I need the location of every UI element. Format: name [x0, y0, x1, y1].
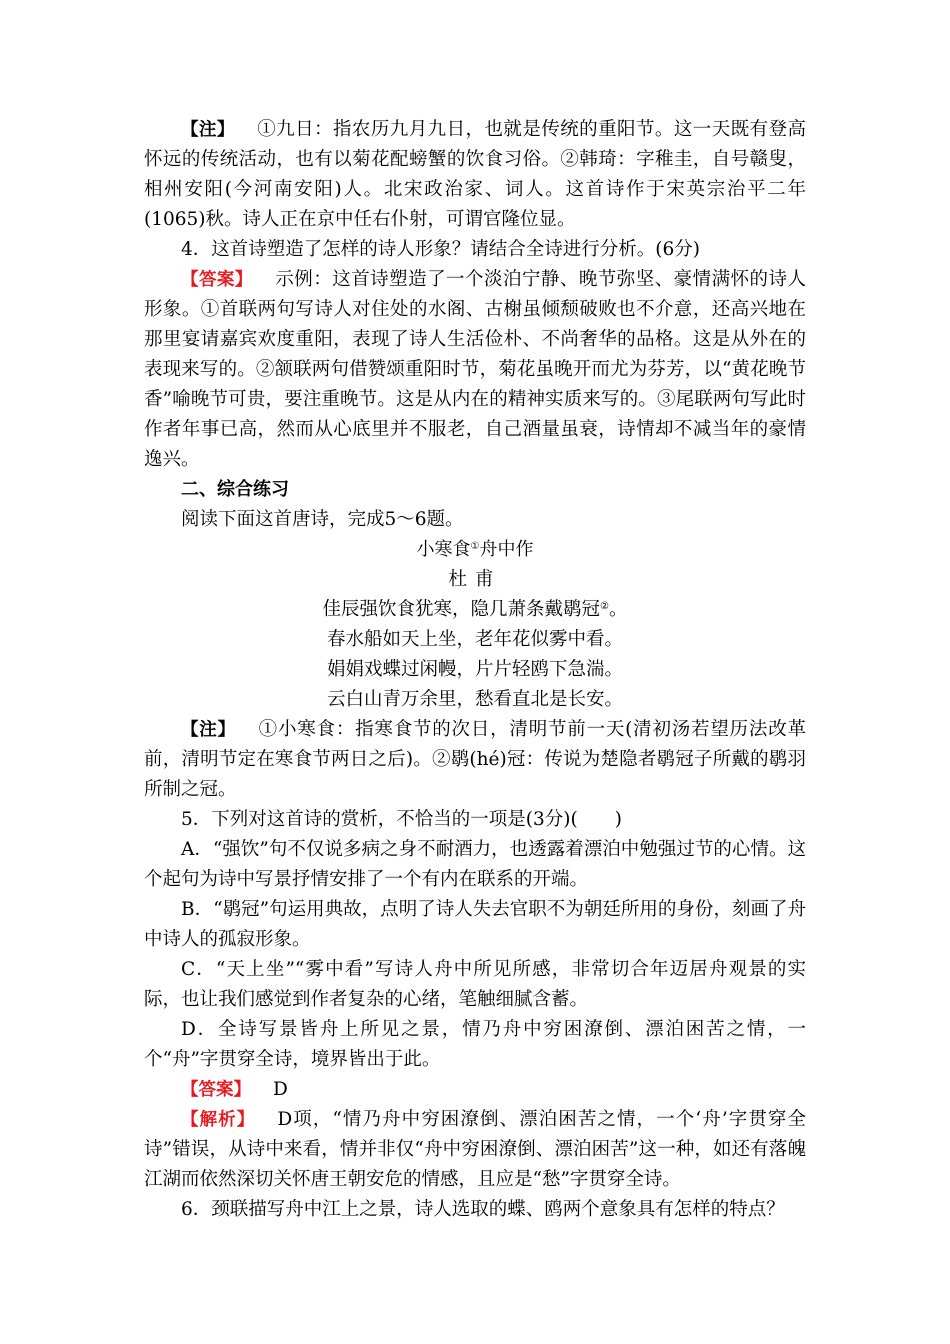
- option-a: A．“强饮”句不仅说多病之身不耐酒力，也透露着漂泊中勉强过节的心情。这个起句为诗中写景抒情安排了一个有内在联系的开端。: [144, 839, 806, 890]
- note-1: [144, 115, 806, 235]
- document-page: [144, 115, 806, 1225]
- poem-line-1-a: 佳辰强饮食犹寒，隐几萧条戴鹖冠: [322, 599, 601, 620]
- question-4: 4．这首诗塑造了怎样的诗人形象？请结合全诗进行分析。(6分): [181, 239, 700, 260]
- poem-author: 杜甫: [448, 569, 502, 590]
- poem-line-1-b: 。: [608, 599, 628, 620]
- analysis-5-label: 【解析】: [181, 1110, 256, 1130]
- option-b: B．“鹖冠”句运用典故，点明了诗人失去官职不为朝廷所用的身份，刻画了舟中诗人的孤寂形象。: [144, 899, 806, 950]
- note-1-text: ①九日：指农历九月九日，也就是传统的重阳节。这一天既有登高怀远的传统活动，也有以菊花配螃蟹的饮食习俗。②韩琦：字稚圭，自号赣叟，相州安阳(今河南安阳)人。北宋政治家、词人。这首诗作于宋英宗治平二年(1065)秋。诗人正在京中任右仆射，可谓官隆位显。: [144, 119, 806, 230]
- note-2-text: ①小寒食：指寒食节的次日，清明节前一天(清初汤若望历法改革前，清明节定在寒食节两日之后)。②鹖(hé)冠：传说为楚隐者鹖冠子所戴的鹖羽所制之冠。: [144, 719, 806, 800]
- poem-line-1-footnote-mark: ②: [600, 601, 609, 612]
- question-5: 5．下列对这首诗的赏析，不恰当的一项是(3分)( ): [181, 809, 622, 830]
- note-1-label: 【注】: [181, 120, 235, 140]
- section-2-intro: 阅读下面这首唐诗，完成5～6题。: [181, 509, 464, 530]
- answer-4-label: 【答案】: [181, 270, 253, 290]
- option-c: C．“天上坐”“雾中看”写诗人舟中所见所感，非常切合年迈居舟观景的实际，也让我们感觉到作者复杂的心绪，笔触细腻含蓄。: [144, 959, 806, 1010]
- poem-line-2: 春水船如天上坐，老年花似雾中看。: [326, 629, 623, 650]
- note-2: [144, 715, 806, 805]
- analysis-5-text: D项，“情乃舟中穷困潦倒、漂泊困苦之情，一个‘舟’字贯穿全诗”错误，从诗中来看，情并非仅“舟中穷困潦倒、漂泊困苦”这一种，如还有落魄江湖而依然深切关怀唐王朝安危的情感，且应是“愁”字贯穿全诗。: [144, 1109, 806, 1190]
- poem-line-4: 云白山青万余里，愁看直北是长安。: [326, 689, 623, 710]
- poem-title: [144, 535, 806, 565]
- poem-line-3: 娟娟戏蝶过闲幔，片片轻鸥下急湍。: [326, 659, 623, 680]
- poem-title-a: 小寒食: [416, 539, 471, 560]
- answer-5: [144, 1075, 806, 1105]
- section-2-heading: 二、综合练习: [181, 479, 289, 500]
- poem-title-b: 舟中作: [479, 539, 534, 560]
- question-6: 6．颈联描写舟中江上之景，诗人选取的蝶、鸥两个意象具有怎样的特点？: [181, 1199, 785, 1220]
- note-2-label: 【注】: [181, 720, 236, 740]
- answer-5-text: D: [273, 1079, 288, 1100]
- poem-title-footnote-mark: ①: [470, 541, 480, 552]
- poem-line-1: [144, 595, 806, 625]
- answer-5-label: 【答案】: [181, 1080, 251, 1100]
- analysis-5: [144, 1105, 806, 1195]
- option-d: D．全诗写景皆舟上所见之景，情乃舟中穷困潦倒、漂泊困苦之情，一个“舟”字贯穿全诗，境界皆出于此。: [144, 1019, 806, 1070]
- answer-4-text: 示例：这首诗塑造了一个淡泊宁静、晚节弥坚、豪情满怀的诗人形象。①首联两句写诗人对住处的水阁、古榭虽倾颓破败也不介意，还高兴地在那里宴请嘉宾欢度重阳，表现了诗人生活俭朴、不尚奢华的品格。这是从外在的表现来写的。②颔联两句借赞颂重阳时节，菊花虽晚开而尤为芬芳，以“黄花晚节香”喻晚节可贵，要注重晚节。这是从内在的精神实质来写的。③尾联两句写此时作者年事已高，然而从心底里并不服老，自己酒量虽衰，诗情却不减当年的豪情逸兴。: [144, 269, 806, 470]
- answer-4: [144, 265, 806, 475]
